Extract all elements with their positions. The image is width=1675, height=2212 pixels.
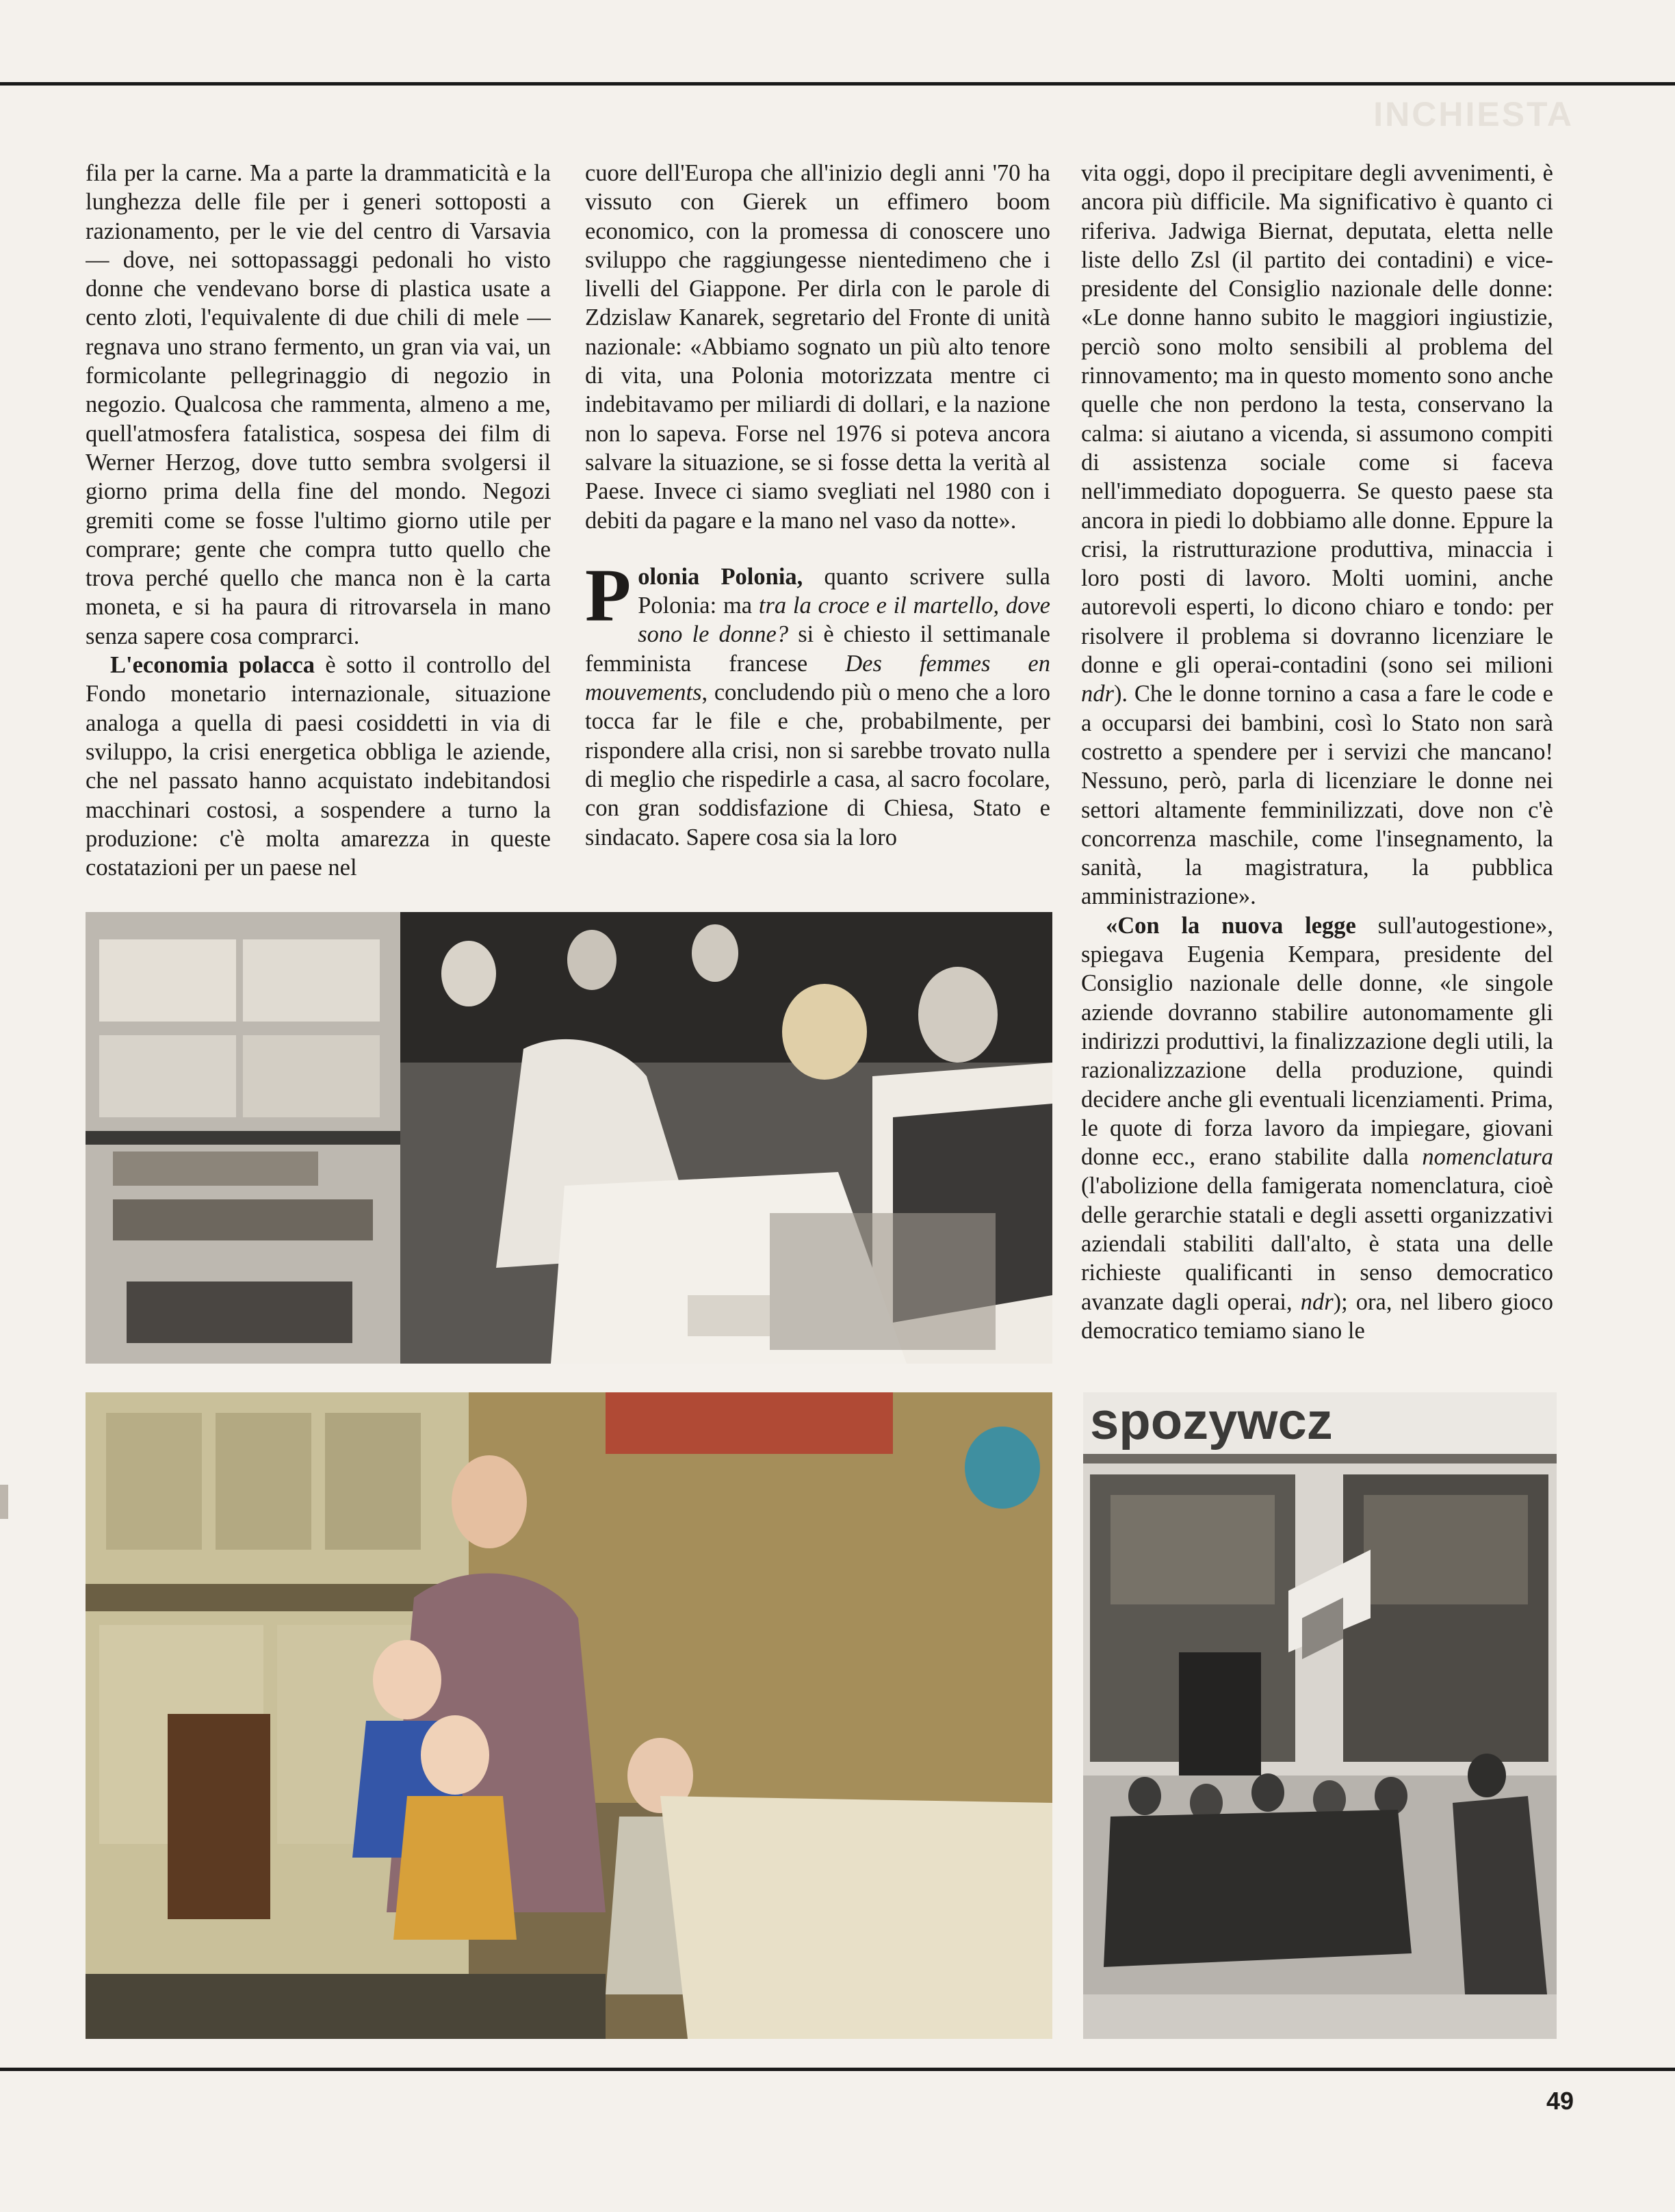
italic-quote: tra la croce e il martello, dove sono le donne? (638, 593, 1050, 648)
column-2-paragraph-2 (585, 553, 1050, 852)
column-2-text-a: quanto scrivere sulla Polonia: ma (638, 563, 1050, 619)
column-3-paragraph-1 (1081, 159, 1553, 911)
italic-nomenclatura: nomenclatura (1422, 1144, 1553, 1171)
column-3-paragraph-2 (1081, 911, 1553, 1345)
shop-sign-text: spozywcz (1090, 1392, 1333, 1450)
column-2-text-c: , concludendo più o meno che a loro tocca far le file e che, probabilmente, per rispondere alla crisi, non si sarebbe trovato nulla di meglio che rispedirle a casa, al sacro focolare, con gran soddisfazione di Chiesa, Stato e sindacato. Sapere cosa sia la loro (585, 679, 1050, 850)
column-3-text-e: ); ora, nel libero gioco democratico temiamo siano le (1081, 1288, 1553, 1344)
column-3-text-d: (l'abolizione della famigerata nomenclatura, cioè delle gerarchie statali e degli assetti organizzativi aziendali stabiliti dall'alto, è stata una delle richieste qualificanti in senso democratico avanzate dagli operai, (1081, 1173, 1553, 1315)
drop-cap: P (585, 553, 632, 637)
column-1-paragraph-2-text: è sotto il controllo del Fondo monetario internazionale, situazione analoga a quella di paesi cosiddetti in via di sviluppo, la crisi energetica obbliga le aziende, che nel passato hanno acquistato indebitandosi macchinari costosi, a sospendere a turno la produzione: c'è molta amarezza in queste costatazioni per un paese nel (86, 652, 551, 881)
column-3-text-a: vita oggi, dopo il precipitare degli avvenimenti, è ancora più difficile. Ma significativo è quanto ci riferiva. Jadwiga Biernat, deputata, eletta nelle liste dello Zsl (il partito dei contadini) e vice-presidente del Consiglio nazionale delle donne: «Le donne hanno subito le maggiori ingiustizie, perciò sono molto sensibili al problema del rinnovamento; ma in questo momento sono anche quelle che non perdono la testa, conservano la calma: si aiutano a vicenda, si assumono compiti di assistenza sociale come si faceva nell'immediato dopoguerra. Se questo paese sta ancora in piedi lo dobbiamo alle donne. Eppure la crisi, la ristrutturazione produttiva, minaccia i loro posti di lavoro. Molti uomini, anche autorevoli esperti, lo dicono chiaro e tondo: per risolvere il problema si dovranno licenziare le donne e gli operai-contadini (sono sei milioni (1081, 160, 1553, 679)
section-tag: INCHIESTA (1373, 95, 1574, 133)
italic-ndr: ndr (1081, 681, 1114, 707)
bottom-rule (0, 2068, 1675, 2071)
photo-shop-counter (86, 912, 1052, 1364)
photo-mother-children (86, 1392, 1052, 2039)
lead-economia-polacca: L'economia polacca (110, 652, 315, 679)
top-rule (0, 82, 1675, 86)
lead-nuova-legge: «Con la nuova legge (1106, 912, 1356, 939)
column-2-paragraph-1: cuore dell'Europa che all'inizio degli anni '70 ha vissuto con Gierek un effimero boom economico, con la promessa di conoscere uno sviluppo che raggiungesse nientedimeno che i livelli del Giappone. Per dirla con le parole di Zdzislaw Kanarek, segretario del Fronte di unità nazionale: «Abbiamo sognato un più alto tenore di vita, una Polonia motorizzata mentre ci indebitavamo per miliardi di dollari, e la nazione non lo sapeva. Forse nel 1976 si poteva ancora salvare la situazione, se si fosse detta la verità al Paese. Invece ci siamo svegliati nel 1980 con i debiti da pagare e la mano nel vaso da notte». (585, 160, 1050, 534)
crop-mark (0, 1485, 8, 1519)
page-number: 49 (1546, 2087, 1574, 2115)
lead-polonia: olonia Polonia, (638, 563, 803, 590)
text-column-1 (86, 159, 551, 898)
italic-ndr-2: ndr (1300, 1288, 1334, 1315)
italic-magazine-title: Des femmes en mouvements (585, 650, 1050, 706)
column-1-paragraph-2 (86, 651, 551, 882)
column-3-text-c: sull'autogestione», spiegava Eugenia Kempara, presidente del Consiglio nazionale delle donne, «le singole aziende dovranno stabilire autonomamente gli indirizzi produttivi, la finalizzazione degli utili, la razionalizzazione della produzione, quindi decidere anche gli eventuali licenziamenti. Prima, le quote di forza lavoro da impiegare, giovani donne ecc., erano stabilite dalla (1081, 912, 1553, 1171)
text-column-2 (585, 159, 1050, 898)
column-1-paragraph-1: fila per la carne. Ma a parte la drammaticità e la lunghezza delle file per i generi sottoposti a razionamento, per le vie del centro di Varsavia — dove, nei sottopassaggi pedonali ho visto donne che vendevano borse di plastica usate a cento zloti, l'equivalente di due chili di mele — regnava uno strano fermento, un gran via vai, un formicolante pellegrinaggio di negozio in negozio. Qualcosa che rammenta, almeno a me, quell'atmosfera fatalistica, sospesa dei film di Werner Herzog, dove tutto sembra svolgersi il giorno prima della fine del mondo. Negozi gremiti come se fosse l'ultimo giorno utile per comprare; gente che compra tutto quello che trova perché quello che manca non è la carta moneta, e si ha paura di ritrovarsela in mano senza sapere cosa comprarci. (86, 160, 551, 649)
column-2-text-b: si è chiesto il settimanale femminista francese (585, 621, 1050, 677)
text-column-3 (1081, 159, 1553, 1363)
column-3-text-b: ). Che le donne tornino a casa a fare le code e a occuparsi dei bambini, così lo Stato non sarà costretto a spendere per i servizi che mancano! Nessuno, però, parla di licenziare le donne nei settori altamente femminilizzati, dove non c'è concorrenza maschile, come l'insegnamento, la sanità, la magistratura, la pubblica amministrazione». (1081, 681, 1553, 910)
photo-shop-front-queue (1083, 1392, 1557, 2039)
